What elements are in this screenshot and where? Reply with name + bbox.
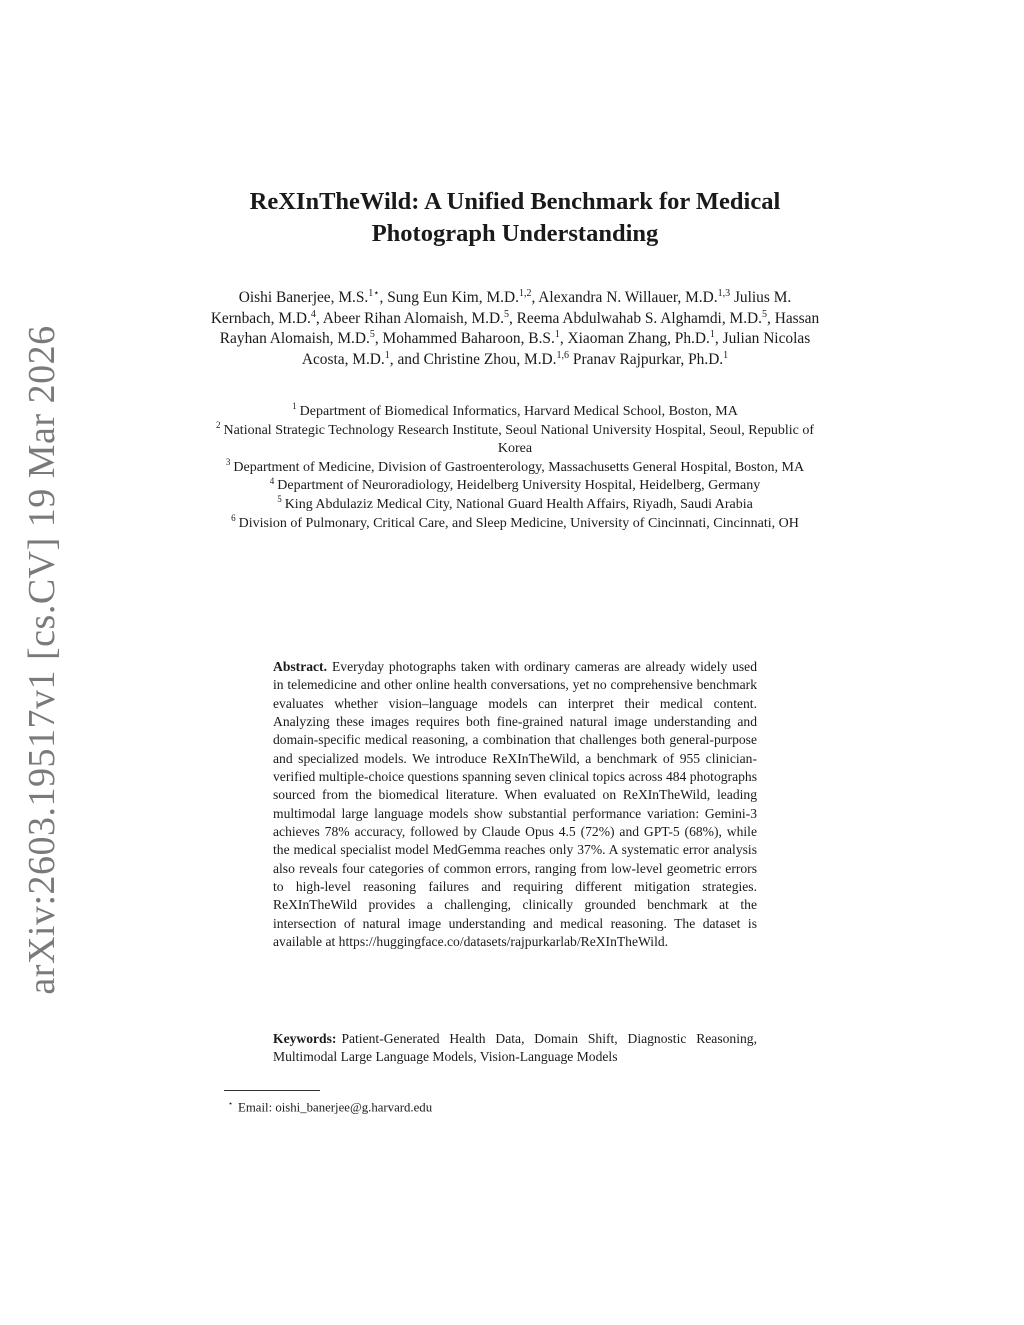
affiliation-item	[215, 419, 815, 459]
author-name: Mohammed Baharoon, B.S.	[382, 330, 555, 347]
author-list: Oishi Banerjee, M.S.$^{1⋆}$, Sung Eun Kim, M.D.$^{1,2}$, Alexandra N. Willauer, M.D.$^{1,3}$ Julius M. Kernbach, M.D.$^4$, Abeer Rihan Alomaish, M.D.$^5$, Reema Abdulwahab S. Alghamdi, M.D.$^5$, Hassan Rayhan Alomaish, M.D.$^5$, Mohammed Baharoon, B.S.$^1$, Xiaoman Zhang, Ph.D.$^1$, Julian Nicolas Acosta, M.D.$^1$, and Christine Zhou, M.D.$^{1,6}$ Pranav Rajpurkar, Ph.D.$^1$	[210, 287, 820, 368]
abstract-text: Everyday photographs taken with ordinary cameras are already widely used in telemedicine and other online health conversations, yet no comprehensive benchmark evaluates whether vision–language models can interpret their medical content. Analyzing these images requires both fine-grained natural image understanding and domain-specific medical reasoning, a combination that challenges both general-purpose and specialized models. We introduce ReXInTheWild, a benchmark of 955 clinician-verified multiple-choice questions spanning seven clinical topics across 484 photographs sourced from the biomedical literature. When evaluated on ReXInTheWild, leading multimodal large language models show substantial performance variation: Gemini-3 achieves 78% accuracy, followed by Claude Opus 4.5 (72%) and GPT-5 (68%), while the medical specialist model MedGemma reaches only 37%. A systematic error analysis also reveals four categories of common errors, ranging from low-level geometric errors to high-level reasoning failures and requiring different mitigation strategies. ReXInTheWild provides a challenging, clinically grounded benchmark at the intersection of natural image understanding and medical reasoning. The dataset is available at https://huggingface.co/datasets/rajpurkarlab/ReXInTheWild.	[273, 659, 757, 950]
author-affiliation-marker: 1	[554, 328, 560, 340]
keywords	[273, 1030, 757, 1067]
abstract-label: Abstract.	[273, 659, 327, 674]
author-name: Julius M. Kernbach, M.D.	[210, 289, 792, 327]
author-affiliation-marker: 1,2	[518, 287, 532, 299]
affiliation-text: Department of Medicine, Division of Gastroenterology, Massachusetts General Hospital, Boston, MA	[233, 459, 805, 475]
affiliation-text: Division of Pulmonary, Critical Care, and Sleep Medicine, University of Cincinnati, Cincinnati, OH	[238, 515, 799, 531]
author-name: Xiaoman Zhang, Ph.D.	[567, 330, 710, 347]
author-name: Hassan Rayhan Alomaish, M.D.	[219, 309, 820, 347]
author-affiliation-marker: 1	[709, 328, 715, 340]
keywords-label: Keywords:	[273, 1031, 337, 1046]
affiliation-number: 5	[277, 494, 282, 505]
author-affiliation-marker: 1,6	[556, 349, 570, 361]
footnote-mark: ⋆	[228, 1099, 234, 1108]
affiliation-item	[215, 477, 815, 496]
keywords-text: Patient-Generated Health Data, Domain Shift, Diagnostic Reasoning, Multimodal Large Language Models, Vision-Language Models	[273, 1031, 757, 1065]
author-affiliation-marker: 1	[723, 349, 729, 361]
affiliation-item	[215, 496, 815, 515]
affiliation-item	[215, 512, 815, 534]
paper-title: ReXInTheWild: A Unified Benchmark for Medical Photograph Understanding	[249, 188, 781, 247]
footnote	[228, 1096, 432, 1115]
footnote-email[interactable]: Email: oishi_banerjee@g.harvard.edu	[238, 1100, 433, 1115]
affiliation-item	[215, 459, 815, 478]
author-name: Reema Abdulwahab S. Alghamdi, M.D.	[516, 309, 763, 327]
affiliation-number: 1	[292, 401, 297, 412]
affiliation-number: 3	[225, 457, 231, 468]
author-affiliation-marker: 4	[310, 308, 316, 320]
author-affiliation-marker: 1⋆	[368, 287, 380, 299]
affiliation-number: 4	[269, 475, 275, 486]
footnote-divider	[224, 1090, 320, 1091]
affiliation-number: 2	[215, 419, 221, 430]
author-affiliation-marker: 5	[503, 308, 509, 320]
author-affiliation-marker: 5	[369, 328, 375, 340]
author-affiliation-marker: 1,3	[717, 287, 731, 299]
affiliation-item	[215, 403, 815, 422]
affiliation-list	[215, 403, 815, 533]
author-name: Christine Zhou, M.D.	[423, 350, 557, 368]
author-name: Sung Eun Kim, M.D.	[387, 289, 519, 306]
affiliation-text: Department of Biomedical Informatics, Harvard Medical School, Boston, MA	[299, 404, 738, 419]
author-name: Oishi Banerjee, M.S.	[238, 289, 369, 306]
affiliation-text: National Strategic Technology Research Institute, Seoul National University Hospital, Seoul, Republic of Korea	[223, 422, 815, 457]
affiliation-text: King Abdulaziz Medical City, National Guard Health Affairs, Riyadh, Saudi Arabia	[284, 496, 753, 512]
author-affiliation-marker: 1	[384, 349, 390, 361]
author-affiliation-marker: 5	[762, 308, 768, 320]
author-name: Abeer Rihan Alomaish, M.D.	[322, 309, 504, 327]
author-name: Alexandra N. Willauer, M.D.	[538, 289, 718, 306]
author-name: Julian Nicolas Acosta, M.D.	[301, 330, 811, 368]
affiliation-number: 6	[231, 512, 236, 523]
affiliation-text: Department of Neuroradiology, Heidelberg University Hospital, Heidelberg, Germany	[277, 478, 761, 494]
author-connector: and	[397, 350, 420, 368]
abstract	[273, 658, 757, 952]
arxiv-identifier: arXiv:2603.19517v1 [cs.CV] 19 Mar 2026	[21, 325, 63, 995]
author-name: Pranav Rajpurkar, Ph.D.	[572, 350, 724, 368]
